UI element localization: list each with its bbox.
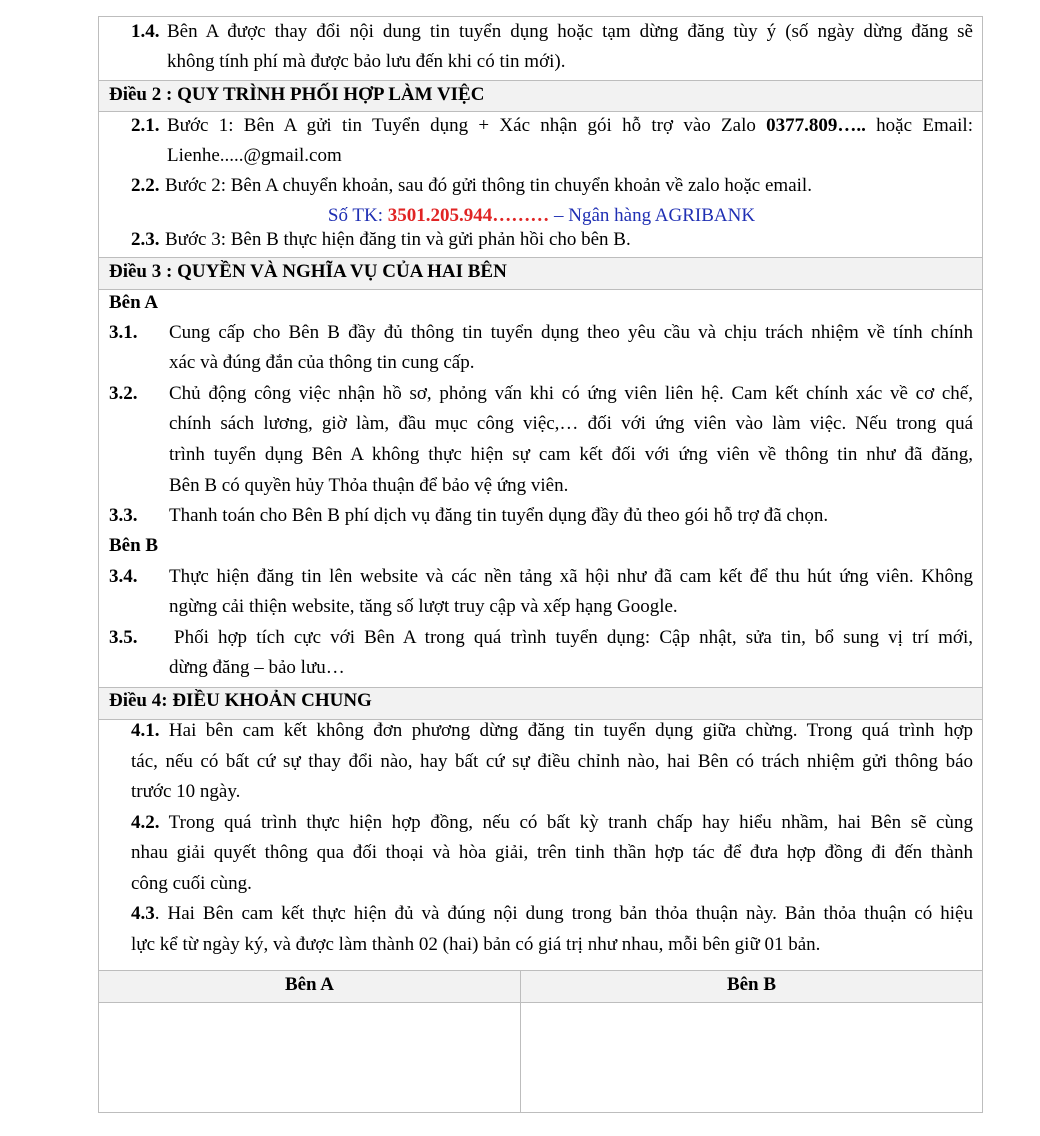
clause-text: trình tuyển dụng Bên A không thực hiện sự cam kết đối với ứng viên về thông tin như đã đăng, <box>169 444 973 465</box>
clause-text: nhau giải quyết thông qua đối thoại và hòa giải, trên tinh thần hợp tác để đưa hợp đồng đi đến thành <box>131 842 973 863</box>
clause-text: Bên A được thay đổi nội dung tin tuyển dụng hoặc tạm dừng đăng tùy ý (số ngày dừng đăng sẽ <box>167 21 973 42</box>
clause-text: 4.1. Hai bên cam kết không đơn phương dừng đăng tin tuyển dụng giữa chừng. Trong quá trình hợp <box>131 720 973 741</box>
zalo-phone: 0377.809….. <box>766 115 866 136</box>
clause-text: 4.3. Hai Bên cam kết thực hiện đủ và đúng nội dung trong bản thỏa thuận này. Bản thỏa thuận có hiệu <box>131 903 973 924</box>
clause-number: 2.1. <box>131 115 160 136</box>
clause-text: công cuối cùng. <box>131 873 252 894</box>
clause-number: 3.5. <box>109 627 138 648</box>
clause-text: Thanh toán cho Bên B phí dịch vụ đăng tin tuyển dụng đầy đủ theo gói hỗ trợ đã chọn. <box>169 505 829 526</box>
section-title: Điều 3 : QUYỀN VÀ NGHĨA VỤ CỦA HAI BÊN <box>109 261 507 282</box>
clause-text: Bước 3: Bên B thực hiện đăng tin và gửi phản hồi cho bên B. <box>165 229 631 250</box>
signature-box-a <box>99 1003 520 1113</box>
clause-text: dừng đăng – bảo lưu… <box>169 657 345 678</box>
bank-account-line: Số TK: 3501.205.944……… – Ngân hàng AGRIBANK <box>327 205 756 226</box>
clause-text: Thực hiện đăng tin lên website và các nền tảng xã hội như đã cam kết để thu hút ứng viên. Không <box>169 566 973 587</box>
clause-number: 3.2. <box>109 383 138 404</box>
clause-number: 3.4. <box>109 566 138 587</box>
clause-text: trước 10 ngày. <box>131 781 241 802</box>
clause-text: tác, nếu có bất cứ sự thay đổi nào, hay bất cứ sự điều chỉnh nào, hai Bên có trách nhiệm gửi thông báo <box>131 751 973 772</box>
party-label: Bên B <box>109 535 159 556</box>
section-title: Điều 2 : QUY TRÌNH PHỐI HỢP LÀM VIỆC <box>109 84 485 105</box>
signature-box-b <box>521 1003 982 1113</box>
contract-page <box>98 16 983 1113</box>
signature-col-a: Bên A <box>284 974 335 995</box>
clause-text: Cung cấp cho Bên B đầy đủ thông tin tuyển dụng theo yêu cầu và chịu trách nhiệm về tính chính <box>169 322 973 343</box>
clause-text: không tính phí mà được bảo lưu đến khi có tin mới). <box>167 51 566 72</box>
clause-text: 4.2. Trong quá trình thực hiện hợp đồng, nếu có bất kỳ tranh chấp hay hiểu nhầm, hai Bên sẽ cùng <box>131 812 973 833</box>
clause-text: Bước 1: Bên A gửi tin Tuyển dụng + Xác nhận gói hỗ trợ vào Zalo 0377.809….. hoặc Email: <box>167 115 973 136</box>
clause-text: chính sách lương, giờ làm, đầu mục công việc,… đối với ứng viên vào làm việc. Nếu trong quá <box>169 413 973 434</box>
section-title: Điều 4: ĐIỀU KHOẢN CHUNG <box>109 690 372 711</box>
signature-col-b: Bên B <box>726 974 777 995</box>
clause-number: 2.3. <box>131 229 160 250</box>
clause-number: 3.1. <box>109 322 138 343</box>
clause-text: Chủ động công việc nhận hồ sơ, phỏng vấn khi có ứng viên liên hệ. Cam kết chính xác về cơ chế, <box>169 383 973 404</box>
party-label: Bên A <box>109 292 159 313</box>
clause-number: 1.4. <box>131 21 160 42</box>
clause-text: Bước 2: Bên A chuyển khoản, sau đó gửi thông tin chuyển khoản về zalo hoặc email. <box>165 175 812 196</box>
clause-text: xác và đúng đắn của thông tin cung cấp. <box>169 352 475 373</box>
clause-text: ngừng cải thiện website, tăng số lượt truy cập và xếp hạng Google. <box>169 596 678 617</box>
clause-number: 2.2. <box>131 175 160 196</box>
clause-text: lực kể từ ngày ký, và được làm thành 02 (hai) bản có giá trị như nhau, mỗi bên giữ 01 bản. <box>131 934 821 955</box>
email-text: Lienhe.....@gmail.com <box>167 145 342 166</box>
clause-text: Bên B có quyền hủy Thỏa thuận để bảo vệ ứng viên. <box>169 475 569 496</box>
account-number: 3501.205.944……… <box>387 205 550 226</box>
clause-text: Phối hợp tích cực với Bên A trong quá trình tuyển dụng: Cập nhật, sửa tin, bổ sung vị trí mới, <box>174 627 973 648</box>
clause-number: 3.3. <box>109 505 138 526</box>
